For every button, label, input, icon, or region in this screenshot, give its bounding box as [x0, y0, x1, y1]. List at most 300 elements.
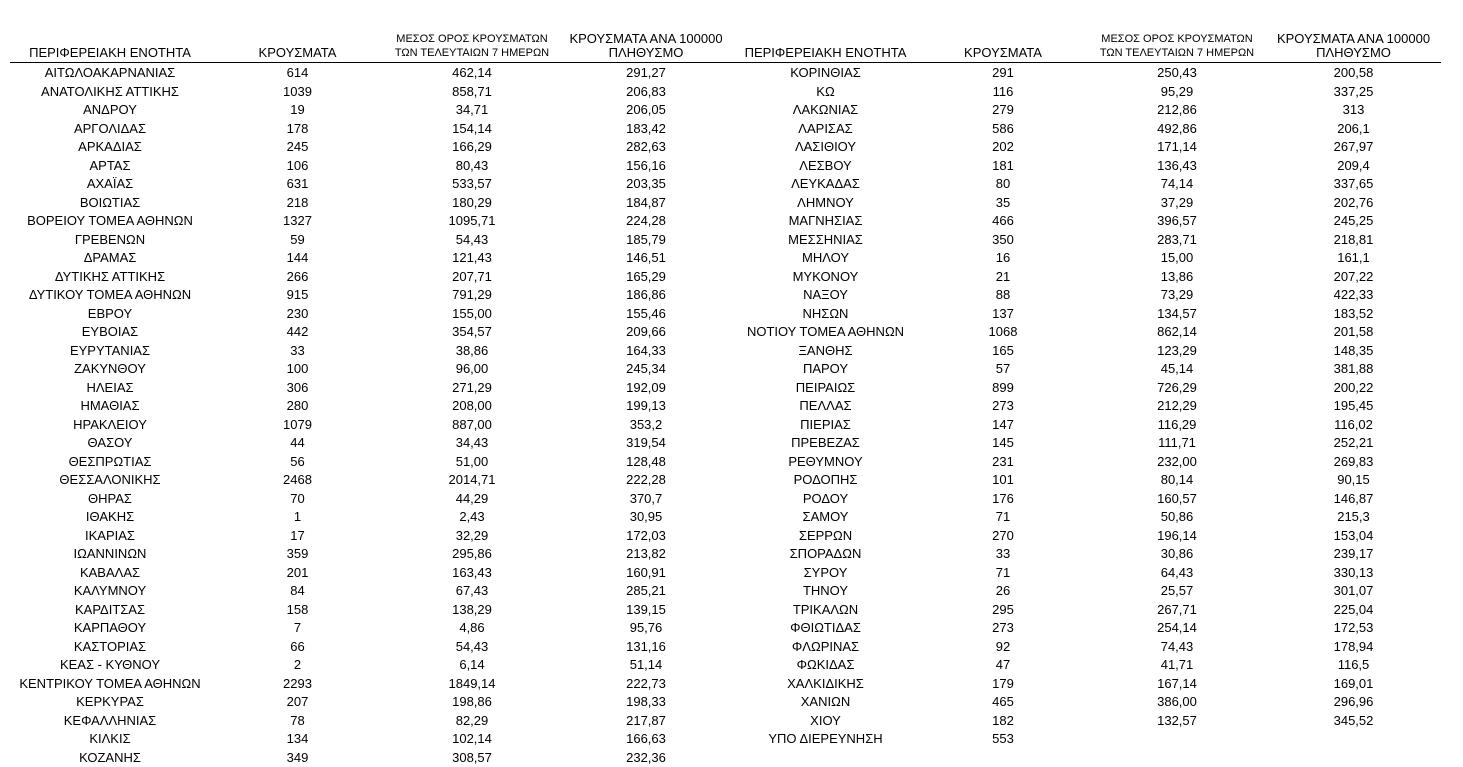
cases-cell: 71	[995, 509, 1011, 524]
region-cell: ΑΝΑΤΟΛΙΚΗΣ ΑΤΤΙΚΗΣ	[41, 83, 179, 99]
cases-cell: 291	[992, 65, 1014, 80]
cases-cell: 17	[290, 527, 305, 543]
region-cell: ΛΕΣΒΟΥ	[799, 157, 852, 173]
per100k-cell: 161,1	[1337, 250, 1370, 265]
cases-cell: 147	[992, 416, 1014, 432]
avg7-cell: 862,14	[1157, 324, 1197, 339]
avg7-cell: 13,86	[1160, 268, 1194, 284]
region-cell: ΚΑΡΠΑΘΟΥ	[73, 620, 147, 635]
per100k-cell: 422,33	[1333, 287, 1374, 302]
region-cell: ΡΟΔΟΥ	[802, 490, 849, 506]
cases-cell: 1	[293, 509, 302, 524]
avg7-cell: 212,29	[1157, 398, 1197, 413]
per100k-header-line2: ΠΛΗΘΥΣΜΟ	[1316, 45, 1391, 60]
cases-cell: 59	[290, 231, 305, 247]
region-cell: ΚΑΡΔΙΤΣΑΣ	[74, 601, 146, 617]
region-header: ΠΕΡΙΦΕΡΕΙΑΚΗ ΕΝΟΤΗΤΑ	[744, 45, 907, 60]
region-cell: ΑΡΤΑΣ	[89, 157, 131, 173]
avg7-cell: 1849,14	[448, 675, 496, 691]
region-cell: ΚΕΑΣ - ΚΥΘΝΟΥ	[59, 657, 161, 672]
avg7-cell: 38,86	[455, 342, 489, 358]
cases-cell: 218	[286, 194, 309, 210]
cases-cell: 176	[992, 490, 1014, 506]
region-cell: ΝΟΤΙΟΥ ΤΟΜΕΑ ΑΘΗΝΩΝ	[746, 324, 905, 339]
region-cell: ΦΛΩΡΙΝΑΣ	[791, 638, 860, 654]
avg7-cell: 123,29	[1157, 342, 1197, 358]
per100k-cell: 353,2	[629, 416, 663, 432]
per100k-cell: 291,27	[626, 65, 666, 80]
avg7-cell: 492,86	[1157, 120, 1197, 136]
cases-cell: 71	[995, 564, 1011, 580]
region-cell: ΙΩΑΝΝΙΝΩΝ	[73, 546, 147, 561]
cases-header: ΚΡΟΥΣΜΑΤΑ	[258, 45, 337, 60]
per100k-cell: 166,63	[626, 731, 666, 746]
avg7-cell: 196,14	[1157, 527, 1197, 543]
avg7-header-line1: ΜΕΣΟΣ ΟΡΟΣ ΚΡΟΥΣΜΑΤΩΝ	[396, 33, 548, 45]
region-cell: ΔΡΑΜΑΣ	[83, 250, 137, 265]
avg7-cell: 44,29	[455, 490, 489, 506]
cases-cell: 56	[290, 453, 305, 469]
region-cell: ΗΡΑΚΛΕΙΟΥ	[73, 416, 147, 432]
cases-cell: 19	[290, 102, 305, 117]
region-cell: ΧΑΝΙΩΝ	[800, 694, 851, 709]
per100k-cell: 148,35	[1333, 342, 1374, 358]
cases-cell: 78	[290, 712, 305, 728]
per100k-cell: 330,13	[1333, 564, 1374, 580]
region-cell: ΚΕΝΤΡΙΚΟΥ ΤΟΜΕΑ ΑΘΗΝΩΝ	[19, 675, 201, 691]
region-cell: ΠΕΛΛΑΣ	[799, 398, 852, 413]
cases-cell: 47	[995, 657, 1011, 672]
region-cell: ΠΙΕΡΙΑΣ	[800, 416, 851, 432]
region-cell: ΜΥΚΟΝΟΥ	[792, 268, 859, 284]
region-cell: ΤΡΙΚΑΛΩΝ	[792, 601, 859, 617]
region-cell: ΒΟΙΩΤΙΑΣ	[79, 194, 141, 210]
cases-cell: 899	[992, 379, 1014, 395]
per100k-cell: 51,14	[629, 657, 663, 672]
avg7-cell: 6,14	[459, 657, 485, 672]
cases-cell: 26	[995, 583, 1011, 598]
avg7-cell: 74,43	[1160, 638, 1194, 654]
region-cell: ΛΕΥΚΑΔΑΣ	[791, 176, 860, 191]
avg7-cell: 308,57	[452, 749, 492, 765]
cases-cell: 178	[286, 120, 309, 136]
region-cell: ΔΥΤΙΚΗΣ ΑΤΤΙΚΗΣ	[54, 268, 166, 284]
avg7-header-line2: ΤΩΝ ΤΕΛΕΥΤΑΙΩΝ 7 ΗΜΕΡΩΝ	[1099, 47, 1255, 59]
per100k-cell: 285,21	[626, 583, 666, 598]
region-cell: ΜΑΓΝΗΣΙΑΣ	[788, 213, 863, 228]
region-cell: ΑΧΑΪΑΣ	[86, 176, 134, 191]
region-cell: ΚΕΡΚΥΡΑΣ	[76, 694, 144, 709]
avg7-cell: 207,71	[452, 268, 492, 284]
cases-cell: 280	[286, 398, 309, 413]
cases-cell: 16	[995, 250, 1011, 265]
header-rule	[10, 62, 735, 63]
avg7-cell: 396,57	[1157, 213, 1197, 228]
cases-cell: 92	[995, 638, 1011, 654]
region-cell: ΚΕΦΑΛΛΗΝΙΑΣ	[63, 712, 157, 728]
avg7-cell: 887,00	[452, 416, 492, 432]
cases-cell: 144	[286, 250, 309, 265]
per100k-cell: 232,36	[626, 749, 666, 765]
cases-cell: 466	[992, 213, 1014, 228]
cases-cell: 106	[286, 157, 309, 173]
per100k-header	[1266, 32, 1441, 60]
per100k-cell: 206,05	[626, 102, 666, 117]
cases-cell: 201	[286, 564, 309, 580]
avg7-cell: 462,14	[452, 65, 492, 80]
per100k-header-line1: ΚΡΟΥΣΜΑΤΑ ΑΝΑ 100000	[1276, 31, 1431, 46]
cases-cell: 202	[992, 139, 1014, 154]
avg7-cell: 54,43	[455, 638, 489, 654]
avg7-cell: 54,43	[455, 231, 489, 247]
avg7-cell: 138,29	[452, 601, 492, 617]
cases-cell: 80	[995, 176, 1011, 191]
cases-cell: 158	[286, 601, 309, 617]
per100k-cell: 199,13	[626, 398, 666, 413]
cases-cell: 350	[992, 231, 1014, 247]
region-cell: ΖΑΚΥΝΘΟΥ	[74, 361, 146, 376]
region-cell: ΚΑΛΥΜΝΟΥ	[73, 583, 147, 598]
region-cell: ΦΘΙΩΤΙΔΑΣ	[790, 620, 861, 635]
avg7-cell: 102,14	[452, 731, 492, 746]
avg7-cell: 271,29	[452, 379, 492, 395]
region-cell: ΧΑΛΚΙΔΙΚΗΣ	[787, 675, 864, 691]
cases-cell: 442	[286, 324, 309, 339]
cases-cell: 116	[992, 83, 1014, 99]
per100k-cell: 269,83	[1333, 453, 1374, 469]
per100k-cell: 239,17	[1333, 546, 1374, 561]
per100k-cell: 217,87	[626, 712, 666, 728]
avg7-cell: 726,29	[1157, 379, 1197, 395]
cases-header: ΚΡΟΥΣΜΑΤΑ	[964, 45, 1042, 60]
per100k-cell: 218,81	[1333, 231, 1374, 247]
region-cell: ΔΥΤΙΚΟΥ ΤΟΜΕΑ ΑΘΗΝΩΝ	[28, 287, 192, 302]
avg7-cell: 267,71	[1157, 601, 1197, 617]
per100k-cell: 195,45	[1333, 398, 1374, 413]
avg7-cell: 791,29	[452, 287, 492, 302]
per100k-cell: 200,22	[1333, 379, 1374, 395]
per100k-header-line1: ΚΡΟΥΣΜΑΤΑ ΑΝΑ 100000	[569, 31, 723, 46]
cases-cell: 84	[290, 583, 305, 598]
cases-cell: 137	[992, 305, 1014, 321]
per100k-cell: 337,25	[1333, 83, 1374, 99]
cases-cell: 1039	[283, 83, 312, 99]
cases-cell: 165	[992, 342, 1014, 358]
cases-cell: 349	[286, 749, 309, 765]
cases-cell: 2	[293, 657, 302, 672]
avg7-cell: 354,57	[452, 324, 492, 339]
avg7-cell: 295,86	[452, 546, 492, 561]
region-cell: ΠΕΙΡΑΙΩΣ	[795, 379, 856, 395]
region-cell: ΗΛΕΙΑΣ	[86, 379, 134, 395]
avg7-cell: 1095,71	[448, 213, 496, 228]
cases-cell: 70	[290, 490, 305, 506]
region-cell: ΣΥΡΟΥ	[803, 564, 848, 580]
avg7-cell: 111,71	[1158, 435, 1196, 450]
per100k-cell: 164,33	[626, 342, 666, 358]
region-cell: ΑΙΤΩΛΟΑΚΑΡΝΑΝΙΑΣ	[44, 65, 176, 80]
region-cell: ΧΙΟΥ	[810, 712, 841, 728]
per100k-cell: 282,63	[626, 139, 666, 154]
cases-cell: 614	[286, 65, 309, 80]
region-header: ΠΕΡΙΦΕΡΕΙΑΚΗ ΕΝΟΤΗΤΑ	[29, 45, 191, 60]
cases-cell: 586	[992, 120, 1014, 136]
avg7-cell: 132,57	[1157, 712, 1197, 728]
cases-cell: 7	[293, 620, 302, 635]
per100k-cell: 206,83	[626, 83, 666, 99]
region-cell: ΡΕΘΥΜΝΟΥ	[788, 453, 863, 469]
cases-cell: 179	[992, 675, 1014, 691]
per100k-cell: 160,91	[626, 564, 666, 580]
per100k-cell: 178,94	[1333, 638, 1374, 654]
per100k-cell: 252,21	[1333, 435, 1374, 450]
cases-cell: 100	[286, 361, 309, 376]
per100k-cell: 209,66	[626, 324, 666, 339]
per100k-cell: 165,29	[626, 268, 666, 284]
per100k-cell: 146,51	[626, 250, 666, 265]
per100k-cell: 313	[1342, 102, 1365, 117]
region-cell: ΥΠΟ ΔΙΕΡΕΥΝΗΣΗ	[768, 731, 883, 746]
avg7-cell: 166,29	[452, 139, 492, 154]
region-cell: ΙΘΑΚΗΣ	[85, 509, 135, 524]
region-cell: ΛΑΣΙΘΙΟΥ	[794, 139, 857, 154]
region-cell: ΑΡΓΟΛΙΔΑΣ	[73, 120, 147, 136]
cases-cell: 182	[992, 712, 1014, 728]
per100k-cell: 95,76	[629, 620, 663, 635]
per100k-cell: 381,88	[1333, 361, 1374, 376]
cases-cell: 207	[286, 694, 309, 709]
avg7-cell: 858,71	[452, 83, 492, 99]
cases-cell: 35	[995, 194, 1011, 210]
avg7-header-line2: ΤΩΝ ΤΕΛΕΥΤΑΙΩΝ 7 ΗΜΕΡΩΝ	[394, 47, 550, 59]
cases-cell: 145	[992, 435, 1014, 450]
cases-cell: 33	[290, 342, 305, 358]
per100k-cell: 156,16	[626, 157, 666, 173]
cases-cell: 2293	[283, 675, 312, 691]
region-cell: ΕΥΡΥΤΑΝΙΑΣ	[69, 342, 151, 358]
region-cell: ΚΟΖΑΝΗΣ	[79, 749, 141, 765]
cases-cell: 134	[286, 731, 309, 746]
region-cell: ΠΑΡΟΥ	[802, 361, 849, 376]
avg7-cell: 30,86	[1160, 546, 1194, 561]
avg7-header	[382, 32, 562, 60]
cases-cell: 270	[992, 527, 1014, 543]
cases-cell: 1079	[283, 416, 312, 432]
cases-cell: 88	[995, 287, 1011, 302]
cases-cell: 101	[992, 472, 1014, 487]
cases-cell: 231	[992, 453, 1014, 469]
avg7-header	[1087, 32, 1267, 60]
per100k-cell: 128,48	[626, 453, 666, 469]
avg7-cell: 232,00	[1157, 453, 1197, 469]
avg7-header-line1: ΜΕΣΟΣ ΟΡΟΣ ΚΡΟΥΣΜΑΤΩΝ	[1101, 33, 1253, 45]
avg7-cell: 160,57	[1157, 490, 1197, 506]
cases-cell: 33	[995, 546, 1011, 561]
per100k-cell: 224,28	[626, 213, 666, 228]
per100k-cell: 192,09	[626, 379, 666, 395]
cases-cell: 465	[992, 694, 1014, 709]
per100k-cell: 90,15	[1337, 472, 1370, 487]
per100k-cell: 183,52	[1333, 305, 1374, 321]
region-cell: ΘΕΣΠΡΩΤΙΑΣ	[68, 453, 152, 469]
per100k-cell: 30,95	[629, 509, 663, 524]
per100k-cell: 155,46	[626, 305, 666, 321]
region-cell: ΚΑΒΑΛΑΣ	[79, 564, 141, 580]
avg7-cell: 15,00	[1160, 250, 1194, 265]
cases-cell: 66	[290, 638, 305, 654]
cases-cell: 273	[992, 398, 1014, 413]
per100k-cell: 215,3	[1337, 509, 1370, 524]
region-cell: ΦΩΚΙΔΑΣ	[796, 657, 855, 672]
per100k-cell: 203,35	[626, 176, 666, 191]
region-cell: ΣΠΟΡΑΔΩΝ	[789, 546, 862, 561]
per100k-cell: 172,53	[1333, 620, 1374, 635]
per100k-cell: 370,7	[629, 490, 663, 506]
avg7-cell: 41,71	[1160, 657, 1194, 672]
region-cell: ΙΚΑΡΙΑΣ	[85, 527, 135, 543]
cases-cell: 245	[286, 139, 309, 154]
per100k-cell: 213,82	[626, 546, 666, 561]
cases-cell: 181	[992, 157, 1014, 173]
avg7-cell: 32,29	[455, 527, 489, 543]
avg7-cell: 250,43	[1157, 65, 1197, 80]
per100k-cell: 131,16	[626, 638, 666, 654]
avg7-cell: 34,71	[455, 102, 489, 117]
region-cell: ΓΡΕΒΕΝΩΝ	[74, 231, 146, 247]
cases-cell: 44	[290, 435, 305, 450]
per100k-cell: 207,22	[1333, 268, 1374, 284]
region-cell: ΜΗΛΟΥ	[802, 250, 849, 265]
region-cell: ΚΩ	[816, 83, 835, 99]
avg7-cell: 67,43	[455, 583, 489, 598]
avg7-cell: 283,71	[1157, 231, 1197, 247]
region-cell: ΛΗΜΝΟΥ	[797, 194, 854, 210]
per100k-cell: 225,04	[1333, 601, 1374, 617]
header-rule	[733, 62, 1441, 63]
per100k-cell: 267,97	[1333, 139, 1374, 154]
per100k-cell: 301,07	[1333, 583, 1374, 598]
region-cell: ΝΑΞΟΥ	[803, 287, 848, 302]
per100k-cell: 139,15	[626, 601, 666, 617]
per100k-cell: 198,33	[626, 694, 666, 709]
region-cell: ΣΑΜΟΥ	[802, 509, 849, 524]
avg7-cell: 2014,71	[448, 472, 496, 487]
region-cell: ΘΗΡΑΣ	[88, 490, 132, 506]
per100k-cell: 169,01	[1333, 675, 1374, 691]
per100k-cell: 172,03	[626, 527, 666, 543]
per100k-cell: 185,79	[626, 231, 666, 247]
per100k-cell: 222,28	[626, 472, 666, 487]
avg7-cell: 163,43	[452, 564, 492, 580]
avg7-cell: 167,14	[1157, 675, 1197, 691]
avg7-cell: 198,86	[452, 694, 492, 709]
avg7-cell: 171,14	[1157, 139, 1197, 154]
per100k-cell: 245,34	[626, 361, 666, 376]
per100k-cell: 345,52	[1333, 712, 1374, 728]
cases-cell: 230	[286, 305, 309, 321]
avg7-cell: 121,43	[452, 250, 492, 265]
region-cell: ΑΡΚΑΔΙΑΣ	[78, 139, 142, 154]
avg7-cell: 73,29	[1160, 287, 1194, 302]
cases-cell: 631	[286, 176, 309, 191]
per100k-cell: 184,87	[626, 194, 666, 210]
avg7-cell: 212,86	[1157, 102, 1197, 117]
region-cell: ΘΑΣΟΥ	[87, 435, 133, 450]
avg7-cell: 96,00	[455, 361, 489, 376]
cases-cell: 306	[286, 379, 309, 395]
avg7-cell: 82,29	[455, 712, 489, 728]
avg7-cell: 208,00	[452, 398, 492, 413]
avg7-cell: 154,14	[452, 120, 492, 136]
per100k-cell: 319,54	[626, 435, 666, 450]
per100k-cell: 146,87	[1333, 490, 1374, 506]
avg7-cell: 136,43	[1157, 157, 1197, 173]
cases-cell: 359	[286, 546, 309, 561]
per100k-cell: 153,04	[1333, 527, 1374, 543]
cases-cell: 915	[286, 287, 309, 302]
avg7-cell: 74,14	[1160, 176, 1194, 191]
avg7-cell: 95,29	[1160, 83, 1194, 99]
per100k-header-line2: ΠΛΗΘΥΣΜΟ	[608, 45, 684, 60]
avg7-cell: 51,00	[455, 453, 489, 469]
avg7-cell: 25,57	[1160, 583, 1194, 598]
region-cell: ΘΕΣΣΑΛΟΝΙΚΗΣ	[59, 472, 161, 487]
cases-cell: 553	[992, 731, 1014, 746]
per100k-cell: 183,42	[626, 120, 666, 136]
region-cell: ΒΟΡΕΙΟΥ ΤΟΜΕΑ ΑΘΗΝΩΝ	[27, 213, 193, 228]
avg7-cell: 254,14	[1157, 620, 1197, 635]
cases-cell: 1068	[988, 324, 1018, 339]
cases-cell: 279	[992, 102, 1014, 117]
region-cell: ΗΜΑΘΙΑΣ	[80, 398, 140, 413]
avg7-cell: 64,43	[1160, 564, 1194, 580]
region-cell: ΝΗΣΩΝ	[802, 305, 849, 321]
region-cell: ΠΡΕΒΕΖΑΣ	[791, 435, 860, 450]
region-cell: ΡΟΔΟΠΗΣ	[793, 472, 858, 487]
per100k-cell: 337,65	[1333, 176, 1374, 191]
per100k-cell: 116,5	[1337, 657, 1370, 672]
avg7-cell: 80,14	[1160, 472, 1194, 487]
cases-cell: 295	[992, 601, 1014, 617]
avg7-cell: 134,57	[1157, 305, 1197, 321]
per100k-cell: 245,25	[1333, 213, 1374, 228]
region-cell: ΞΑΝΘΗΣ	[798, 342, 853, 358]
avg7-cell: 80,43	[455, 157, 489, 173]
region-cell: ΚΟΡΙΝΘΙΑΣ	[790, 65, 861, 80]
avg7-cell: 155,00	[452, 305, 492, 321]
avg7-cell: 116,29	[1157, 416, 1197, 432]
per100k-cell: 296,96	[1333, 694, 1374, 709]
region-cell: ΣΕΡΡΩΝ	[798, 527, 853, 543]
per100k-cell: 116,02	[1334, 416, 1373, 432]
region-cell: ΛΑΡΙΣΑΣ	[798, 120, 853, 136]
region-cell: ΚΙΛΚΙΣ	[89, 731, 131, 746]
avg7-cell: 180,29	[452, 194, 492, 210]
region-cell: ΜΕΣΣΗΝΙΑΣ	[788, 231, 863, 247]
region-cell: ΛΑΚΩΝΙΑΣ	[792, 102, 859, 117]
avg7-cell: 50,86	[1160, 509, 1194, 524]
per100k-cell: 201,58	[1333, 324, 1374, 339]
cases-cell: 1327	[283, 213, 312, 228]
avg7-cell: 4,86	[459, 620, 485, 635]
region-cell: ΤΗΝΟΥ	[802, 583, 849, 598]
cases-cell: 273	[992, 620, 1014, 635]
per100k-header	[561, 32, 731, 60]
avg7-cell: 533,57	[452, 176, 492, 191]
per100k-cell: 209,4	[1337, 157, 1370, 173]
avg7-cell: 45,14	[1160, 361, 1194, 376]
avg7-cell: 34,43	[455, 435, 489, 450]
